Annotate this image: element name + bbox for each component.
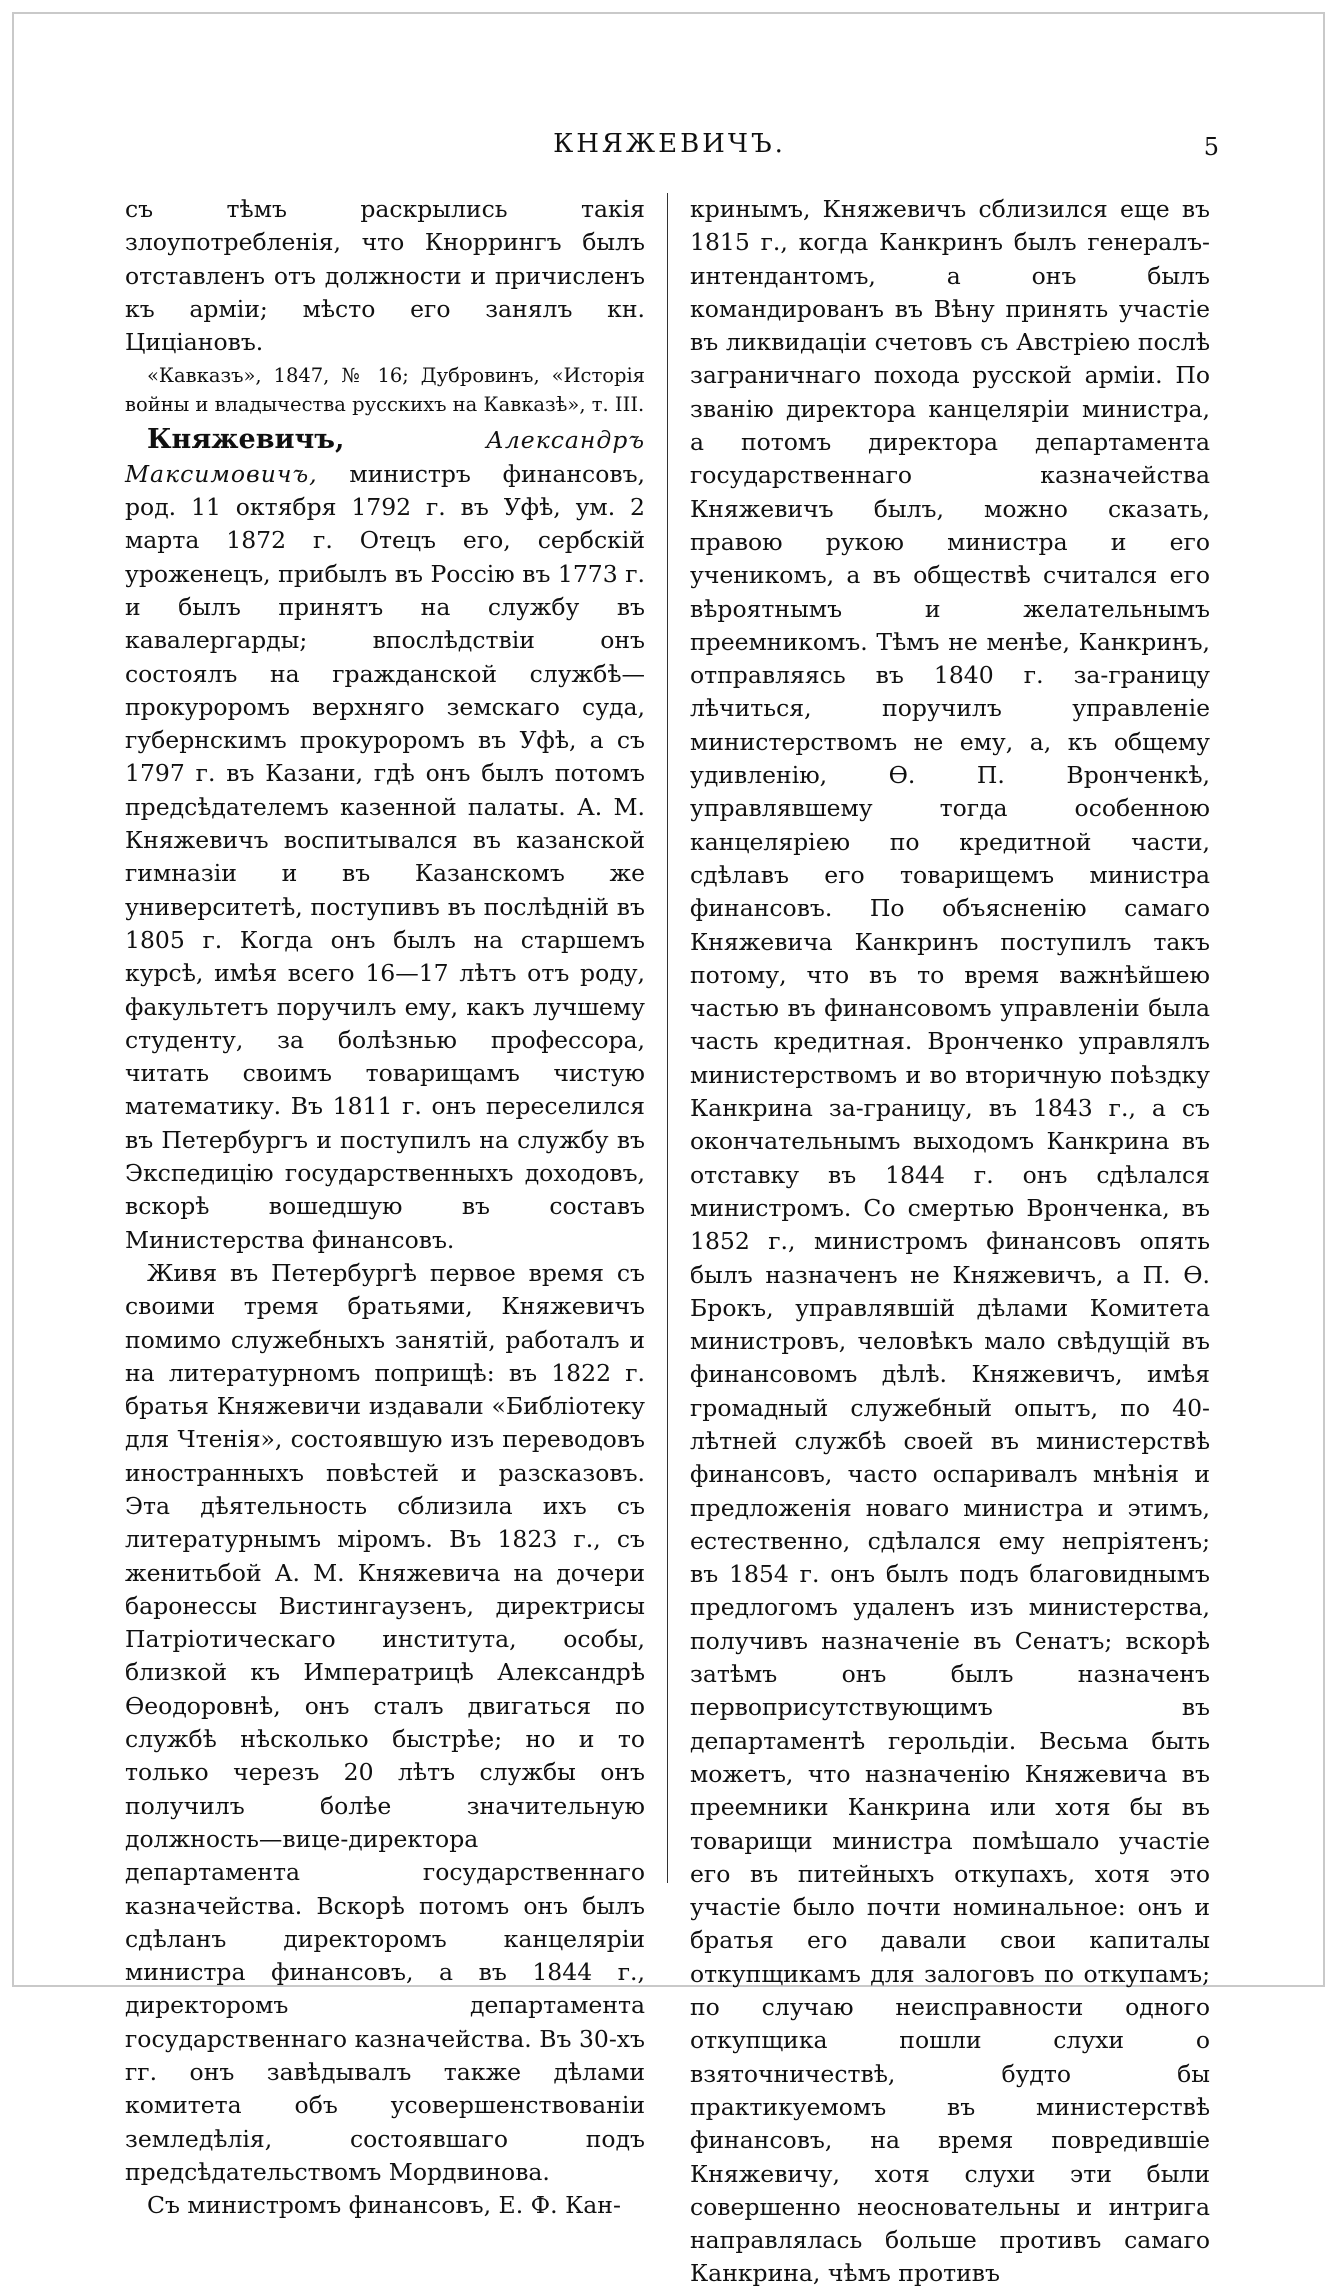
header-title: КНЯЖЕВИЧЪ. <box>553 129 786 159</box>
page-number: 5 <box>1203 133 1219 161</box>
paragraph: Живя въ Петербургѣ первое время съ своими тремя братьями, Княжевичъ помимо служебныхъ занятій, работалъ и на литературномъ поприщѣ: въ 1822 г. братья Княжевичи издавали «Библіотеку для Чтенія», состоявшую изъ переводовъ иностранныхъ повѣстей и разсказовъ. Эта дѣятельность сблизила ихъ съ литературнымъ міромъ. Въ 1823 г., съ женитьбой А. М. Княжевича на дочери баронессы Вистингаузенъ, директрисы Патріотическаго института, особы, близкой къ Императрицѣ Александрѣ Ѳеодоровнѣ, онъ сталъ двигаться по службѣ нѣсколько быстрѣе; но и то только черезъ 20 лѣтъ службы онъ получилъ болѣе значительную должность—вице-директора департамента государственнаго казначейства. Вскорѣ потомъ онъ былъ сдѣланъ директоромъ канцеляріи министра финансовъ, а въ 1844 г., директоромъ департамента государственнаго казначейства. Въ 30-хъ гг. онъ завѣдывалъ также дѣлами комитета объ усовершенствованіи земледѣлія, состоявшаго подъ предсѣдательствомъ Мордвинова. <box>125 1258 645 2186</box>
entry-text: министръ финансовъ, род. 11 октября 1792 г. въ Уфѣ, ум. 2 марта 1872 г. Отецъ его, сербскій уроженецъ, прибылъ въ Россію въ 1773 г. и былъ принятъ на службу въ кавалергарды; впослѣдствіи онъ состоялъ на гражданской службѣ—прокуроромъ верхняго земскаго суда, губернскимъ прокуроромъ въ Уфѣ, а съ 1797 г. въ Казани, гдѣ онъ былъ потомъ предсѣдателемъ казенной палаты. А. М. Княжевичъ воспитывался въ казанской гимназіи и въ Казанскомъ же университетѣ, поступивъ въ послѣдній въ 1805 г. Когда онъ былъ на старшемъ курсѣ, имѣя всего 16—17 лѣтъ отъ роду, факультетъ поручилъ ему, какъ лучшему студенту, за болѣзнью профессора, читать своимъ товарищамъ чистую математику. Въ 1811 г. онъ переселился въ Петербургъ и поступилъ на службу въ Экспедицію государственныхъ доходовъ, вскорѣ вошедшую въ составъ Министерства финансовъ. <box>125 459 645 1254</box>
running-header <box>0 125 1339 165</box>
column-divider <box>667 193 668 1883</box>
paragraph: съ тѣмъ раскрылись такія злоупотребленія, что Кноррингъ былъ отставленъ отъ должности и причисленъ къ арміи; мѣсто его занялъ кн. Циціановъ. <box>125 195 645 357</box>
entry-given-name: Александръ Максимовичъ, <box>125 426 645 488</box>
left-column <box>125 193 645 2223</box>
paragraph: кринымъ, Княжевичъ сблизился еще въ 1815 г., когда Канкринъ былъ генералъ-интендантомъ, а онъ былъ командированъ въ Вѣну принять участіе въ ликвидаціи счетовъ съ Австріею послѣ заграничнаго похода русской арміи. По званію директора канцеляріи министра, а потомъ директора департамента государственнаго казначейства Княжевичъ былъ, можно сказать, правою рукою министра и его ученикомъ, а въ обществѣ считался его вѣроятнымъ и желательнымъ преемникомъ. Тѣмъ не менѣе, Канкринъ, отправляясь въ 1840 г. за-границу лѣчиться, поручилъ управленіе министерствомъ не ему, а, къ общему удивленію, Ѳ. П. Вронченкѣ, управлявшему тогда особенною канцеляріею по кредитной части, сдѣлавъ его товарищемъ министра финансовъ. По объясненію самаго Княжевича Канкринъ поступилъ такъ потому, что въ то время важнѣйшею частью въ финансовомъ управленіи была часть кредитная. Вронченко управлялъ министерствомъ и во вторичную поѣздку Канкрина за-границу, въ 1843 г., а съ окончательнымъ выходомъ Канкрина въ отставку въ 1844 г. онъ сдѣлался министромъ. Со смертью Вронченка, въ 1852 г., министромъ финансовъ опять былъ назначенъ не Княжевичъ, а П. Ѳ. Брокъ, управлявшій дѣлами Комитета министровъ, человѣкъ мало свѣдущій въ финансовомъ дѣлѣ. Княжевичъ, имѣя громадный служебный опытъ, по 40-лѣтней службѣ своей въ министерствѣ финансовъ, часто оспаривалъ мнѣнія и предложенія новаго министра и этимъ, естественно, сдѣлался ему непріятенъ; въ 1854 г. онъ былъ подъ благовиднымъ предлогомъ удаленъ изъ министерства, получивъ назначеніе въ Сенатъ; вскорѣ затѣмъ онъ былъ назначенъ первоприсутствующимъ въ департаментѣ герольдіи. Весьма быть можетъ, что назначенію Княжевича въ преемники Канкрина или хотя бы въ товарищи министра помѣшало участіе его въ питейныхъ откупахъ, хотя это участіе было почти номинальное: онъ и братья его давали свои капиталы откупщикамъ для залоговъ по откупамъ; по случаю неисправности одного откупщика пошли слухи о взяточничествѣ, будто бы практикуемомъ въ министерствѣ финансовъ, на время повредившіе Княжевичу, хотя слухи эти были совершенно неосновательны и интрига направлялась больше противъ самаго Канкрина, чѣмъ противъ <box>690 195 1210 2288</box>
entry-paragraph <box>125 423 645 1256</box>
entry-surname: Княжевичъ, <box>147 424 345 456</box>
right-column <box>690 193 1210 2291</box>
reference-note: «Кавказъ», 1847, № 16; Дубровинъ, «Исторія войны и владычества русскихъ на Кавказѣ», т. III. <box>125 364 645 417</box>
paragraph: Съ министромъ финансовъ, Е. Ф. Кан- <box>147 2191 621 2220</box>
